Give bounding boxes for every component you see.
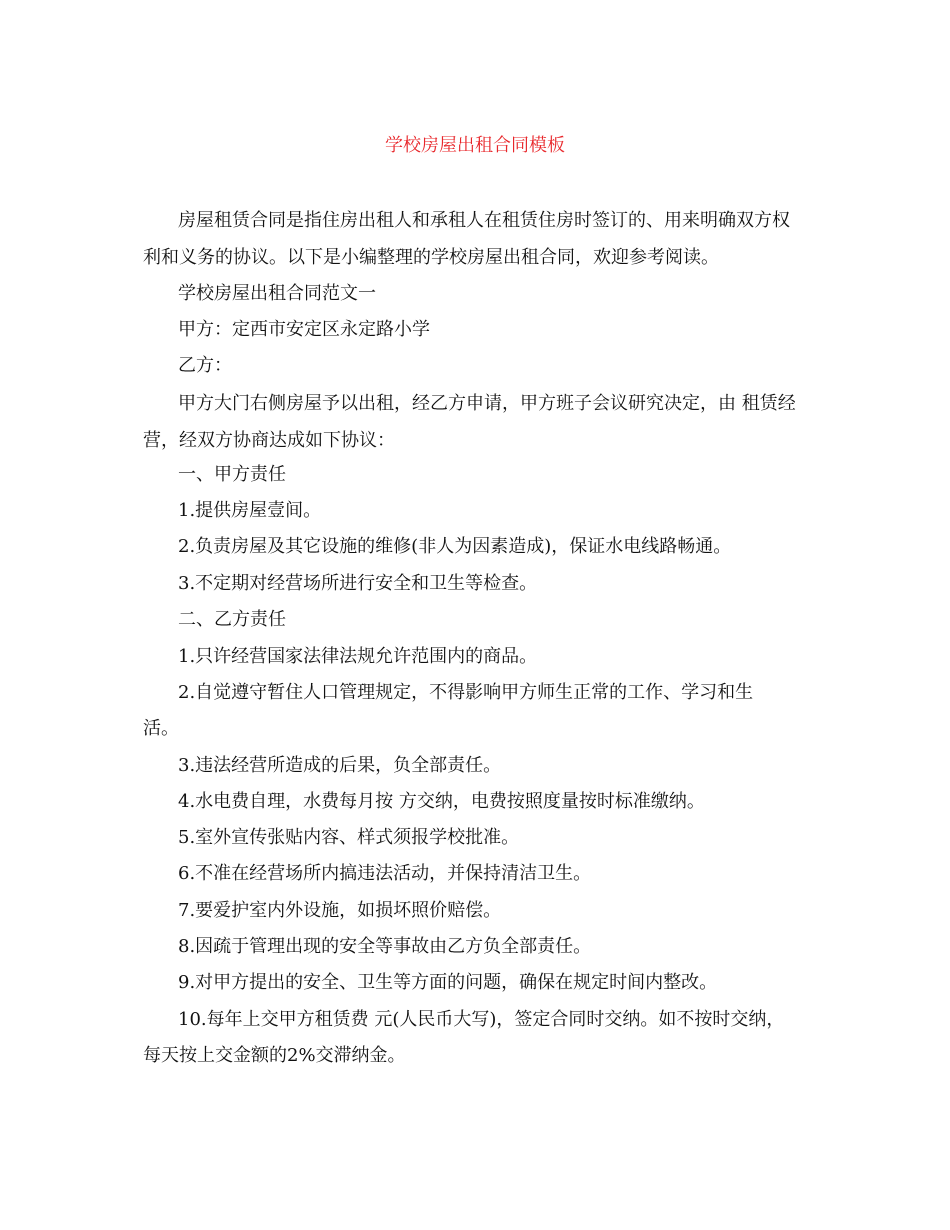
part2-item: 3.违法经营所造成的后果，负全部责任。 — [178, 755, 502, 776]
part2-item-continuation: 活。 — [143, 718, 179, 739]
document-title: 学校房屋出租合同模板 — [385, 135, 565, 156]
intro-paragraph: 房屋租赁合同是指住房出租人和承租人在租赁住房时签订的、用来明确双方权利和义务的协议。以下是小编整理的学校房屋出租合同，欢迎参考阅读。 — [143, 210, 790, 268]
part2-item: 10.每年上交甲方租赁费 元(人民币大写)，签定合同时交纳。如不按时交纳， — [178, 1009, 785, 1030]
part1-item: 3.不定期对经营场所进行安全和卫生等检查。 — [178, 573, 538, 594]
part1-item: 1.提供房屋壹间。 — [178, 500, 322, 521]
part1-item: 2.负责房屋及其它设施的维修(非人为因素造成)，保证水电线路畅通。 — [178, 536, 732, 557]
part2-item: 1.只许经营国家法律法规允许范围内的商品。 — [178, 646, 538, 667]
section-heading: 学校房屋出租合同范文一 — [178, 283, 376, 304]
party-b-line: 乙方： — [178, 355, 232, 376]
part2-item: 5.室外宣传张贴内容、样式须报学校批准。 — [178, 827, 520, 848]
part2-item-continuation: 每天按上交金额的2%交滞纳金。 — [143, 1045, 406, 1066]
part2-item: 9.对甲方提出的安全、卫生等方面的问题，确保在规定时间内整改。 — [178, 972, 718, 993]
part2-item: 6.不准在经营场所内搞违法活动，并保持清洁卫生。 — [178, 863, 592, 884]
preamble-paragraph: 甲方大门右侧房屋予以出租，经乙方申请，甲方班子会议研究决定，由 租赁经营，经双方协商达成如下协议： — [143, 393, 796, 451]
part2-item: 4.水电费自理，水费每月按 方交纳，电费按照度量按时标准缴纳。 — [178, 791, 705, 812]
part2-item: 2.自觉遵守暂住人口管理规定，不得影响甲方师生正常的工作、学习和生 — [178, 682, 754, 703]
party-a-line: 甲方：定西市安定区永定路小学 — [178, 319, 430, 340]
part1-heading: 一、甲方责任 — [178, 464, 286, 485]
part2-item: 7.要爱护室内外设施，如损坏照价赔偿。 — [178, 900, 502, 921]
part2-heading: 二、乙方责任 — [178, 609, 286, 630]
part2-item: 8.因疏于管理出现的安全等事故由乙方负全部责任。 — [178, 936, 592, 957]
